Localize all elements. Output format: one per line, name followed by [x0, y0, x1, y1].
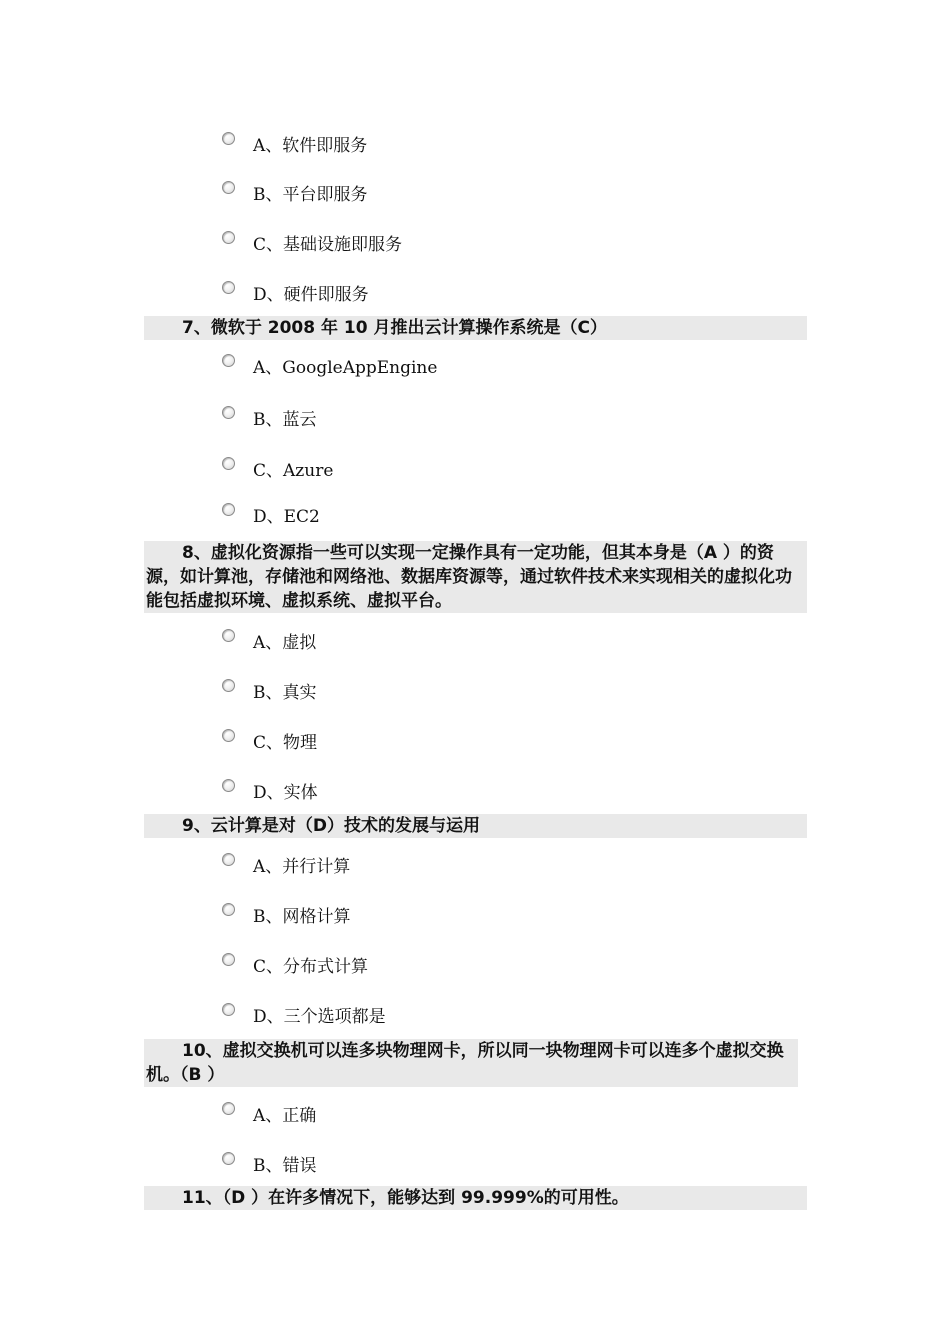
radio-button[interactable]: [222, 354, 235, 367]
option-label: D、三个选项都是: [253, 1007, 386, 1027]
radio-button[interactable]: [222, 231, 235, 244]
option-q9-b[interactable]: [222, 903, 351, 927]
radio-button[interactable]: [222, 132, 235, 145]
radio-button[interactable]: [222, 1152, 235, 1165]
radio-button[interactable]: [222, 281, 235, 294]
option-label: A、GoogleAppEngine: [253, 358, 438, 378]
radio-button[interactable]: [222, 503, 235, 516]
question-10: 10、虚拟交换机可以连多块物理网卡，所以同一块物理网卡可以连多个虚拟交换机。（B ）: [144, 1039, 798, 1087]
question-7: 7、微软于 2008 年 10 月推出云计算操作系统是（C）: [144, 316, 807, 340]
radio-button[interactable]: [222, 779, 235, 792]
option-label: B、平台即服务: [253, 185, 368, 205]
radio-button[interactable]: [222, 406, 235, 419]
option-q9-d[interactable]: [222, 1003, 386, 1027]
option-q9-c[interactable]: [222, 953, 368, 977]
option-label: C、分布式计算: [253, 957, 369, 977]
option-q6-c[interactable]: [222, 231, 402, 255]
option-q8-a[interactable]: [222, 629, 316, 653]
radio-button[interactable]: [222, 457, 235, 470]
option-label: A、正确: [253, 1106, 317, 1126]
option-label: B、网格计算: [253, 907, 351, 927]
option-q8-c[interactable]: [222, 729, 317, 753]
option-label: B、蓝云: [253, 410, 317, 430]
option-label: A、软件即服务: [253, 136, 368, 156]
option-q8-b[interactable]: [222, 679, 317, 703]
question-8: 8、虚拟化资源指一些可以实现一定操作具有一定功能，但其本身是（A ）的资源，如计算池，存储池和网络池、数据库资源等，通过软件技术来实现相关的虚拟化功能包括虚拟环境、虚拟系统、虚拟平台。: [144, 541, 807, 613]
option-q7-c[interactable]: [222, 457, 333, 481]
question-11: 11、（D ）在许多情况下，能够达到 99.999%的可用性。: [144, 1186, 807, 1210]
option-label: D、实体: [253, 783, 318, 803]
option-q7-d[interactable]: [222, 503, 320, 527]
option-label: A、虚拟: [253, 633, 317, 653]
option-q10-a[interactable]: [222, 1102, 316, 1126]
radio-button[interactable]: [222, 1003, 235, 1016]
radio-button[interactable]: [222, 181, 235, 194]
option-label: C、物理: [253, 733, 318, 753]
option-q6-a[interactable]: [222, 132, 367, 156]
option-label: A、并行计算: [253, 857, 351, 877]
option-q10-b[interactable]: [222, 1152, 317, 1176]
option-label: D、EC2: [253, 507, 320, 527]
radio-button[interactable]: [222, 853, 235, 866]
radio-button[interactable]: [222, 679, 235, 692]
radio-button[interactable]: [222, 903, 235, 916]
option-q6-b[interactable]: [222, 181, 368, 205]
option-q8-d[interactable]: [222, 779, 318, 803]
radio-button[interactable]: [222, 729, 235, 742]
option-q7-a[interactable]: [222, 354, 437, 378]
option-label: C、Azure: [253, 461, 334, 481]
radio-button[interactable]: [222, 1102, 235, 1115]
radio-button[interactable]: [222, 953, 235, 966]
option-label: C、基础设施即服务: [253, 235, 403, 255]
question-9: 9、云计算是对（D）技术的发展与运用: [144, 814, 807, 838]
radio-button[interactable]: [222, 629, 235, 642]
option-label: B、真实: [253, 683, 317, 703]
option-q9-a[interactable]: [222, 853, 350, 877]
option-label: B、错误: [253, 1156, 317, 1176]
option-q6-d[interactable]: [222, 281, 369, 305]
option-q7-b[interactable]: [222, 406, 317, 430]
option-label: D、硬件即服务: [253, 285, 369, 305]
